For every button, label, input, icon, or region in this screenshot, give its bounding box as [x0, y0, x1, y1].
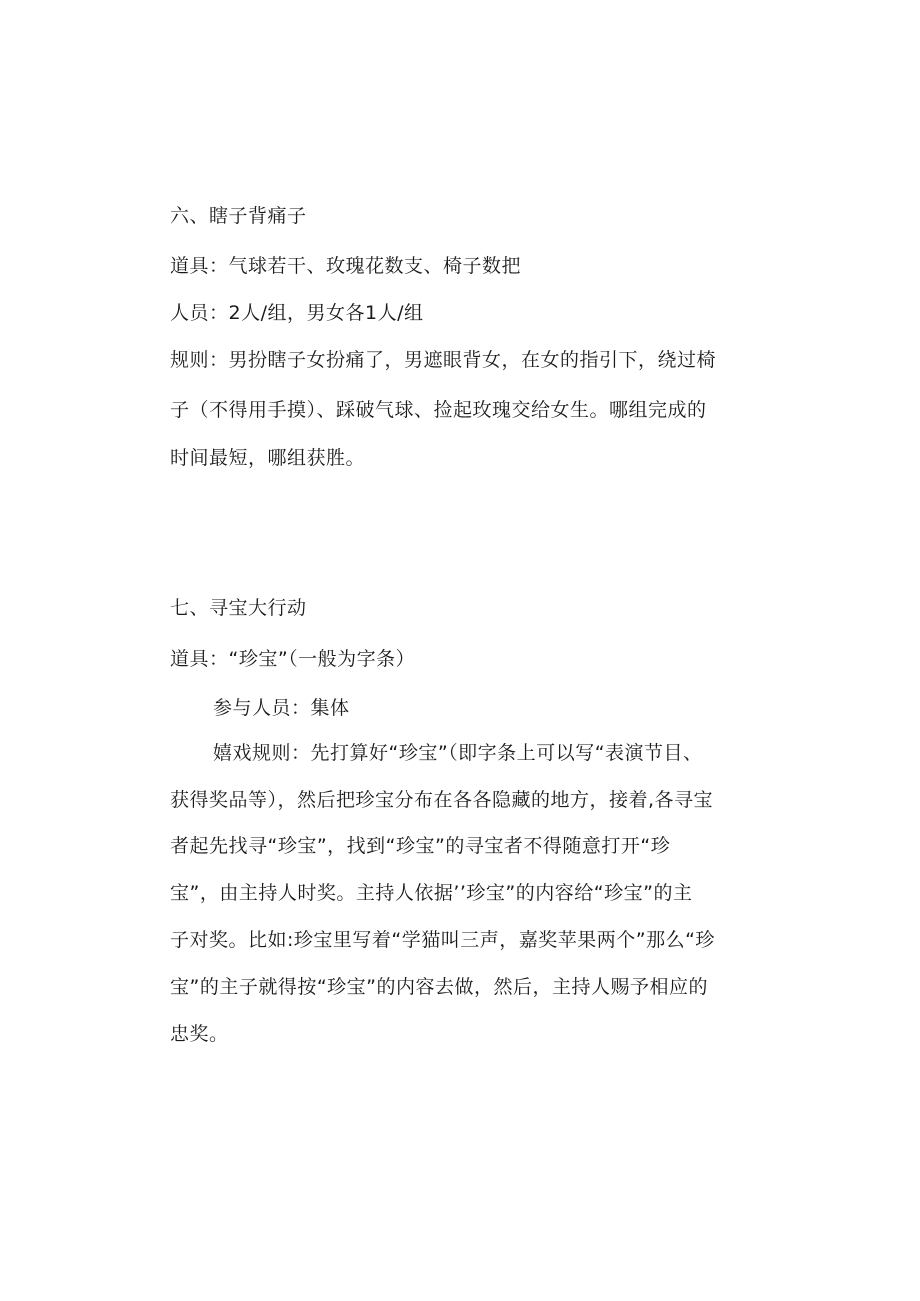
section-6-rules-line: 规则：男扮瞎子女扮痛了，男遮眼背女，在女的指引下，绕过椅	[170, 349, 717, 371]
section-6-title: 六、瞎子背痛子	[170, 205, 307, 227]
section-7-rules-line: 子对奖。比如:珍宝里写着“学猫叫三声，嘉奖苹果两个”那么“珍	[170, 929, 715, 951]
section-7-rules-line: 获得奖品等），然后把珍宝分布在各各隐藏的地方，接着,各寻宝	[170, 789, 714, 811]
section-7-props: 道具：“珍宝”（一般为字条）	[170, 648, 416, 670]
section-6-people: 人员：2人/组，男女各1人/组	[170, 302, 424, 324]
section-7-rules-line: 忠奖。	[170, 1023, 229, 1045]
section-6-rules-line: 子（不得用手摸）、踩破气球、捡起玫瑰交给女生。哪组完成的	[170, 399, 707, 421]
section-7-rules-line: 嬉戏规则：先打算好“珍宝”（即字条上可以写“表演节目、	[213, 742, 703, 764]
section-7-rules-line: 宝”的主子就得按“珍宝”的内容去做，然后，主持人赐予相应的	[170, 976, 709, 998]
section-7-title: 七、寻宝大行动	[170, 597, 307, 619]
section-7-participants: 参与人员：集体	[213, 697, 350, 719]
section-6-props: 道具：气球若干、玫瑰花数支、椅子数把	[170, 255, 522, 277]
section-7-rules-line: 者起先找寻“珍宝”，找到“珍宝”的寻宝者不得随意打开“珍	[170, 835, 671, 857]
section-7-rules-line: 宝”，由主持人时奖。主持人依据’’珍宝”的内容给“珍宝”的主	[170, 882, 693, 904]
section-6-rules-line: 时间最短，哪组获胜。	[170, 447, 366, 469]
